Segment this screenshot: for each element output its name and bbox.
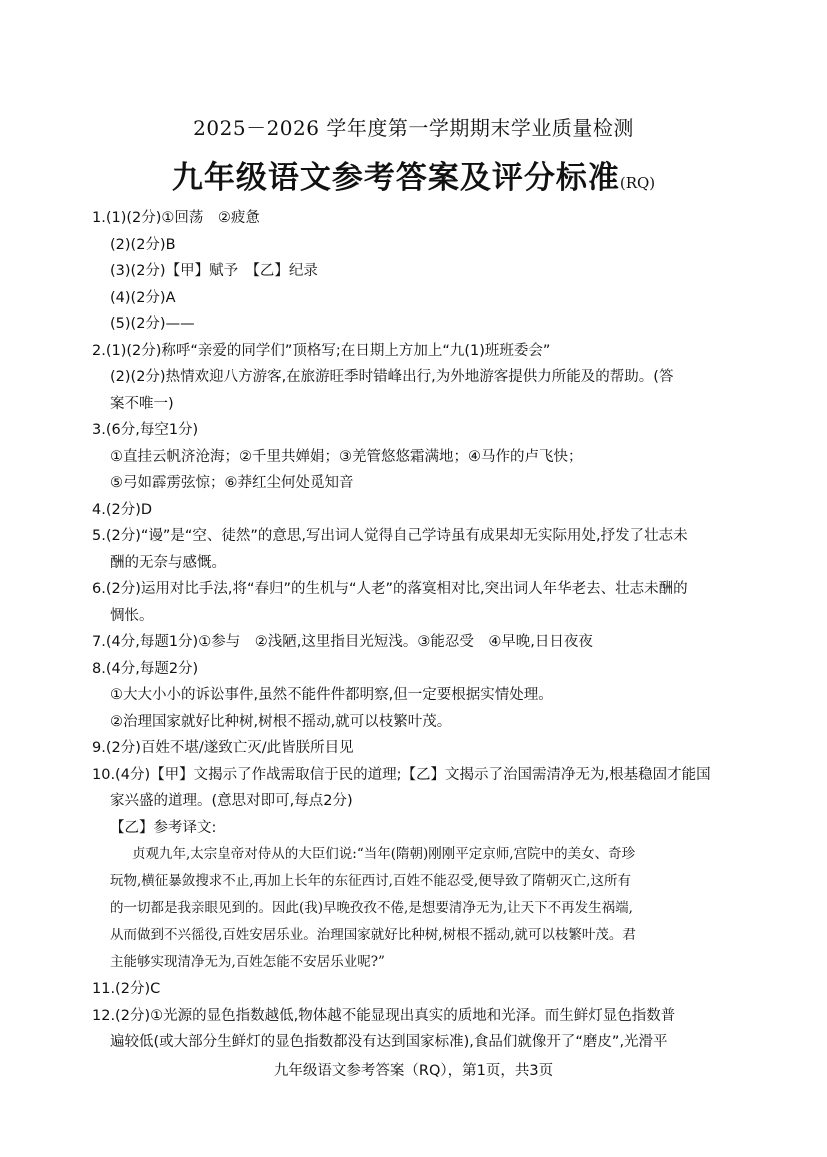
answer-q9: 9.(2分)百姓不堪/遂致亡灭/此皆朕所目见 bbox=[92, 740, 354, 756]
answer-q8-1: ①大大小小的诉讼事件,虽然不能件件都明察,但一定要根据实情处理。 bbox=[110, 687, 553, 703]
answer-q4: 4.(2分)D bbox=[92, 501, 153, 518]
answer-q5: 5.(2分)“谩”是“空、徒然”的意思,写出词人觉得自己学诗虽有成果却无实际用处,抒发了壮志未 bbox=[92, 528, 688, 544]
translation-line: 的一切都是我亲眼见到的。因此(我)早晚孜孜不倦,是想要清净无为,让天下不再发生祸端, bbox=[110, 900, 633, 916]
document-title-main: 九年级语文参考答案及评分标准 bbox=[171, 160, 620, 196]
answer-q11: 11.(2分)C bbox=[92, 981, 161, 997]
translation-line: 贞观九年,太宗皇帝对侍从的大臣们说:“当年(隋朝)刚刚平定京师,宫院中的美女、奇珍 bbox=[132, 846, 636, 862]
answer-q7: 7.(4分,每题1分)①参与 ②浅陋,这里指目光短浅。③能忍受 ④早晚,日日夜夜 bbox=[92, 634, 593, 650]
document-title bbox=[0, 152, 827, 197]
answer-q12: 12.(2分)①光源的显色指数越低,物体越不能显现出真实的质地和光泽。而生鲜灯显色指数普 bbox=[92, 1007, 676, 1024]
answer-q6-cont: 惆怅。 bbox=[110, 607, 154, 624]
translation-line: 玩物,横征暴敛搜求不止,再加上长年的东征西讨,百姓不能忍受,便导致了隋朝灭亡,这所有 bbox=[110, 873, 631, 889]
answer-q8: 8.(4分,每题2分) bbox=[92, 660, 199, 677]
answer-q1: 1.(1)(2分)①回荡 ②疲惫 bbox=[92, 210, 260, 226]
answer-q1-5: (5)(2分)—— bbox=[110, 316, 195, 332]
answer-q1-4: (4)(2分)A bbox=[110, 289, 176, 306]
translation-line: 从而做到不兴徭役,百姓安居乐业。治理国家就好比种树,树根不摇动,就可以枝繁叶茂。君 bbox=[110, 927, 636, 943]
answer-q5-cont: 酬的无奈与感慨。 bbox=[110, 554, 226, 571]
answer-q2-2: (2)(2分)热情欢迎八方游客,在旅游旺季时错峰出行,为外地游客提供力所能及的帮助。(答 bbox=[110, 369, 674, 385]
answer-q2: 2.(1)(2分)称呼“亲爱的同学们”顶格写;在日期上方加上“九(1)班班委会” bbox=[92, 342, 551, 359]
answer-q1-3: (3)(2分)【甲】赋予 【乙】纪录 bbox=[110, 263, 318, 279]
answer-q3: 3.(6分,每空1分) bbox=[92, 422, 199, 438]
translation-heading: 【乙】参考译文: bbox=[110, 819, 217, 836]
answer-q8-2: ②治理国家就好比种树,树根不摇动,就可以枝繁叶茂。 bbox=[110, 713, 452, 730]
answer-q3-part2: ⑤弓如霹雳弦惊；⑥莽红尘何处觅知音 bbox=[110, 475, 354, 491]
answer-content bbox=[92, 205, 742, 1056]
answer-q6: 6.(2分)运用对比手法,将“春归”的生机与“人老”的落寞相对比,突出词人年华老去、壮志未酬的 bbox=[92, 581, 688, 597]
document-title-suffix: (RQ) bbox=[619, 174, 656, 192]
page-footer: 九年级语文参考答案（RQ），第1页，共3页 bbox=[273, 1063, 554, 1079]
answer-q2-2-cont: 案不唯一) bbox=[110, 395, 174, 412]
answer-q12-cont: 遍较低(或大部分生鲜灯的显色指数都没有达到国家标准),食品们就像开了“磨皮”,光滑平 bbox=[110, 1034, 668, 1050]
answer-q10: 10.(4分)【甲】文揭示了作战需取信于民的道理;【乙】文揭示了治国需清净无为,根基稳固才能国 bbox=[92, 766, 711, 783]
exam-subtitle: 2025－2026 学年度第一学期期末学业质量检测 bbox=[193, 116, 634, 140]
answer-q10-cont: 家兴盛的道理。(意思对即可,每点2分) bbox=[110, 793, 353, 809]
translation-line: 主能够实现清净无为,百姓怎能不安居乐业呢?” bbox=[110, 954, 385, 970]
answer-q3-part1: ①直挂云帆济沧海；②千里共婵娟；③羌管悠悠霜满地；④马作的卢飞快； bbox=[110, 448, 583, 465]
answer-q1-2: (2)(2分)B bbox=[110, 236, 176, 253]
